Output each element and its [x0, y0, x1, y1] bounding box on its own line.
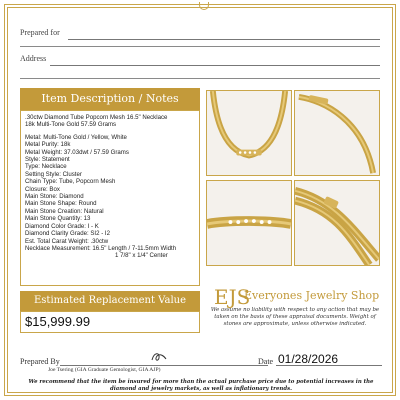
prepared-for-field[interactable] — [20, 28, 380, 42]
signature-icon — [150, 350, 168, 364]
description-title-line: 18k Multi-Tone Gold 57.59 Grams — [25, 121, 117, 129]
necklace-curve-view-icon — [295, 91, 379, 175]
replacement-value-header: Estimated Replacement Value — [20, 291, 200, 311]
spec-main-stone-creation: Main Stone Creation: Natural — [25, 207, 104, 215]
spec-diamond-color: Diamond Color Grade: I - K — [25, 222, 99, 230]
address-field[interactable] — [20, 54, 380, 68]
spec-main-stone-shape: Main Stone Shape: Round — [25, 200, 97, 208]
photo-necklace-clasp — [294, 180, 380, 266]
spec-diamond-clarity: Diamond Clarity Grade: SI2 - I2 — [25, 230, 111, 238]
liability-disclaimer: We assume no liability with respect to any action that may be taken on the basis of these appraisal documents. Weight of stones are approximate, unless otherwise indicated. — [210, 307, 380, 327]
spec-main-stone: Main Stone: Diamond — [25, 193, 84, 201]
signoff-row — [20, 350, 382, 368]
shop-name: Everyones Jewelry Shop — [244, 289, 380, 302]
spec-metal: Metal: Multi-Tone Gold / Yellow, White — [25, 133, 127, 141]
photo-necklace-center — [206, 180, 292, 266]
photo-necklace-curve — [294, 90, 380, 176]
date-value: 01/28/2026 — [278, 352, 339, 366]
necklace-front-view-icon — [207, 91, 291, 175]
spec-main-stone-quantity: Main Stone Quantity: 13 — [25, 215, 91, 223]
item-description-header: Item Description / Notes — [20, 88, 200, 110]
spec-metal-purity: Metal Purity: 18k — [25, 141, 71, 149]
spec-total-carat: Est. Total Carat Weight: .30ctw — [25, 237, 109, 245]
spec-style: Style: Statement — [25, 156, 70, 164]
spec-type: Type: Necklace — [25, 163, 67, 171]
spec-closure: Closure: Box — [25, 185, 60, 193]
address-line — [50, 65, 380, 66]
prepared-for-label: Prepared for — [20, 28, 60, 37]
description-title-line: .30ctw Diamond Tube Popcorn Mesh 16.5" Necklace — [25, 114, 168, 121]
insurance-recommendation: We recommend that the item be insured for more than the actual purchase price due to potential increases in the diamond and jewelry markets, as well as inflationary trends. — [28, 379, 374, 392]
appraiser-name: Joe Tsering (GIA Graduate Gemologist, GIA AJP) — [48, 367, 161, 373]
necklace-clasp-view-icon — [295, 181, 379, 265]
spec-metal-weight: Metal Weight: 37.03dwt / 57.59 Grams — [25, 148, 129, 156]
prepared-by-label: Prepared By — [20, 357, 60, 366]
prepared-for-line — [68, 39, 380, 40]
shop-logo: EJS — [214, 285, 251, 309]
item-description-box — [20, 110, 200, 286]
prepared-for-second-line — [20, 46, 380, 47]
prepared-by-line — [60, 365, 268, 366]
necklace-center-closeup-icon — [207, 181, 291, 265]
date-line — [276, 365, 382, 366]
date-label: Date — [258, 357, 274, 366]
spec-chain-type: Chain Type: Tube, Popcorn Mesh — [25, 178, 116, 186]
spec-measurement: Necklace Measurement: 16.5" Length / 7-11.5mm Width — [25, 244, 177, 252]
spec-setting-style: Setting Style: Cluster — [25, 170, 82, 178]
address-second-line — [20, 78, 380, 79]
address-label: Address — [20, 54, 47, 63]
photo-necklace-front — [206, 90, 292, 176]
spec-measurement-continued: 1 7/8" x 1/4" Center — [115, 252, 168, 260]
replacement-value-amount: $15,999.99 — [20, 311, 200, 333]
